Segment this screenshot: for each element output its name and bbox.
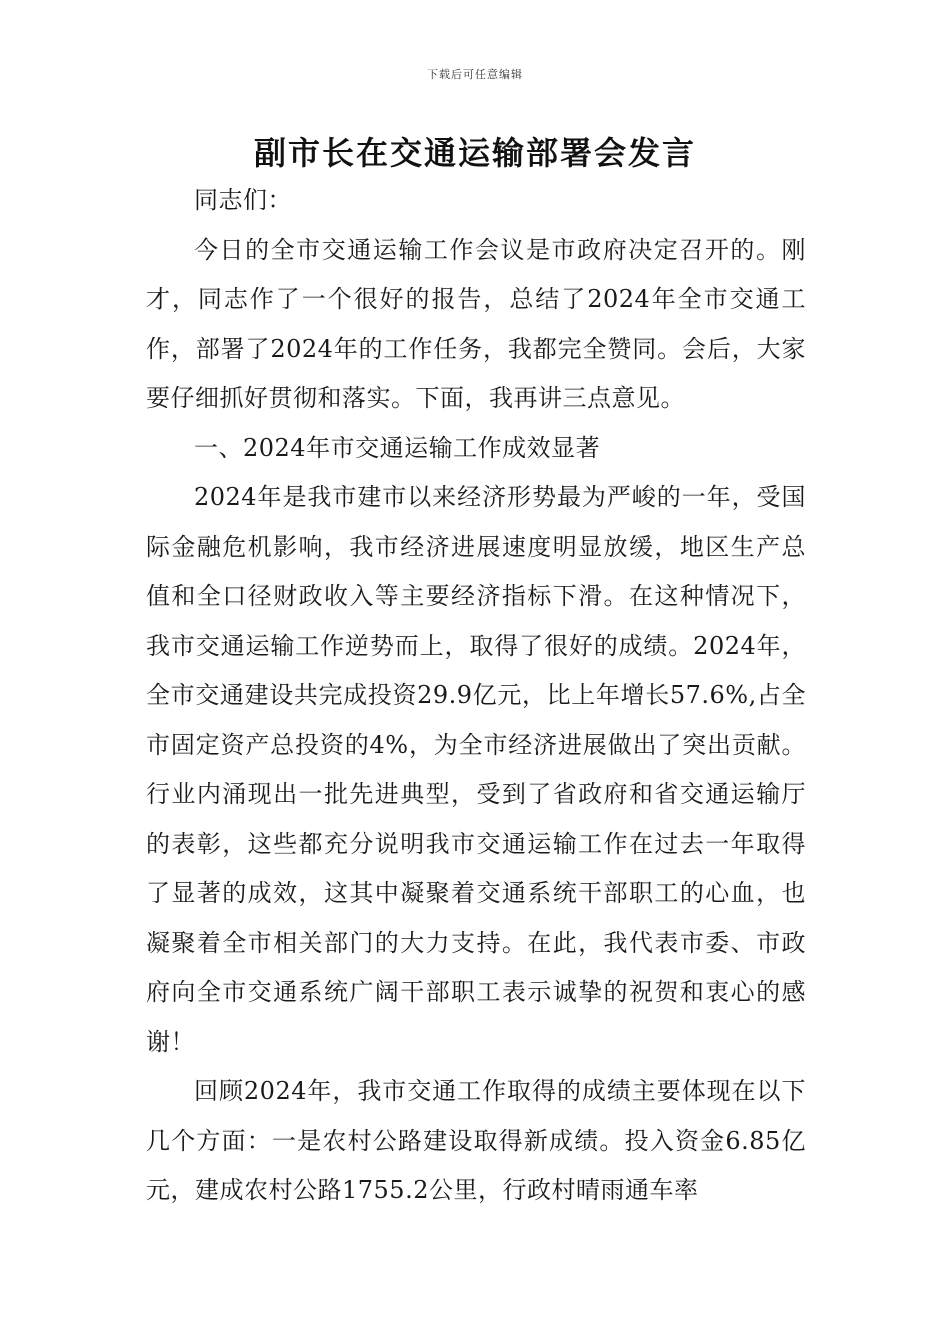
section-heading: 一、2024年市交通运输工作成效显著 (194, 433, 601, 462)
achievements-paragraph: 2024年是我市建市以来经济形势最为严峻的一年，受国际金融危机影响，我市经济进展速度明显放缓，地区生产总值和全口径财政收入等主要经济指标下滑。在这种情况下，我市交通运输工作逆势而上，取得了很好的成绩。2024年，全市交通建设共完成投资29.9亿元，比上年增长57.6%,占全市固定资产总投资的4%，为全市经济进展做出了突出贡献。行业内涌现出一批先进典型，受到了省政府和省交通运输厅的表彰，这些都充分说明我市交通运输工作在过去一年取得了显著的成效，这其中凝聚着交通系统干部职工的心血，也凝聚着全市相关部门的大力支持。在此，我代表市委、市政府向全市交通系统广阔干部职工表示诚挚的祝贺和衷心的感谢！ (146, 483, 806, 1056)
header-note: 下载后可任意编辑 (427, 68, 523, 81)
intro-paragraph: 今日的全市交通运输工作会议是市政府决定召开的。刚才，同志作了一个很好的报告，总结了2024年全市交通工作，部署了2024年的工作任务，我都完全赞同。会后，大家要仔细抓好贯彻和落实。下面，我再讲三点意见。 (146, 235, 806, 412)
salutation-paragraph: 同志们： (194, 186, 292, 214)
review-paragraph: 回顾2024年，我市交通工作取得的成绩主要体现在以下几个方面：一是农村公路建设取得新成绩。投入资金6.85亿元，建成农村公路1755.2公里，行政村晴雨通车率 (146, 1077, 806, 1204)
document-title: 副市长在交通运输部署会发言 (253, 134, 696, 172)
document-body (146, 176, 806, 1216)
